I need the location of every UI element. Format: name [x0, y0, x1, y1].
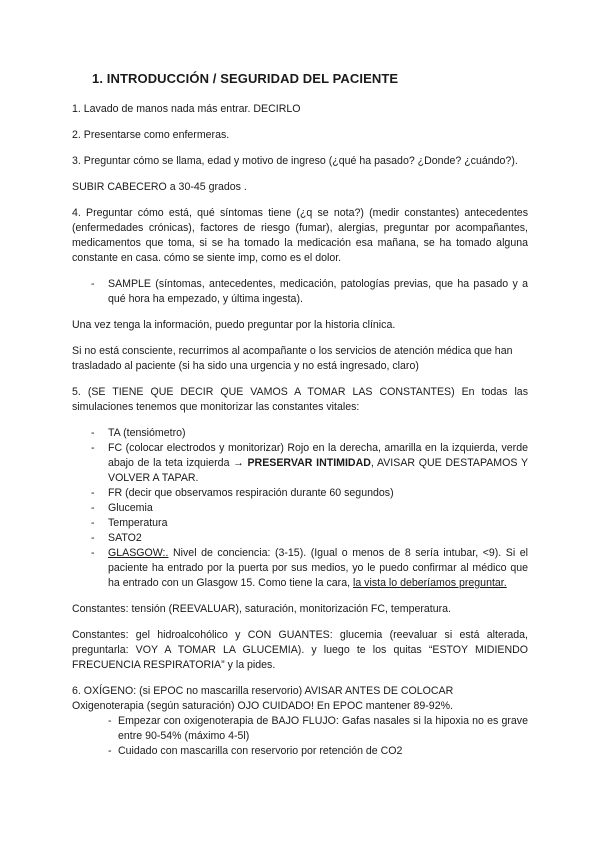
glasgow-underlined-text: la vista lo deberíamos preguntar. [352, 577, 507, 589]
list-item-ta: - TA (tensiómetro) [72, 426, 528, 441]
list-item-sato2: - SATO2 [72, 531, 528, 546]
fc-text: FC (colocar electrodos y monitorizar) Rojo en la derecha, amarilla en la izquierda, verde abajo de la teta izquierda → [108, 442, 528, 469]
oxigeno-list [72, 714, 528, 759]
subir-cabecero: SUBIR CABECERO a 30-45 grados . [72, 181, 247, 193]
step-3: 3. Preguntar cómo se llama, edad y motivo de ingreso (¿qué ha pasado? ¿Donde? ¿cuándo?). [72, 155, 518, 167]
glasgow-text: Nivel de conciencia: (3-15). (Igual o menos de 8 sería intubar, <9). Si el paciente ha entrado por la puerta por sus medios, yo le puedo confirmar al médico que ha entrado con un Glasgow 15. Como tiene la cara, [108, 547, 528, 589]
sample-list [72, 277, 528, 307]
oxigeno-line-2: Oxigenoterapia (según saturación) OJO CUIDADO! En EPOC mantener 89-92%. [72, 700, 453, 712]
list-item-temperatura: - Temperatura [72, 516, 528, 531]
step-1: 1. Lavado de manos nada más entrar. DECIRLO [72, 103, 301, 115]
step-4: 4. Preguntar cómo está, qué síntomas tiene (¿q se nota?) (medir constantes) antecedentes (enfermedades crónicas), factores de riesgo (fumar), alergias, preguntar por acompañantes, medicamentos que toma, si se ha tomado la medicación esa mañana, se ha tomado alguna constante en casa. cómo se siente imp, como es el dolor. [72, 207, 528, 264]
step-2: 2. Presentarse como enfermeras. [72, 129, 230, 141]
document-content [72, 70, 528, 770]
section-title: 1. INTRODUCCIÓN / SEGURIDAD DEL PACIENTE [92, 71, 399, 86]
list-item-fc [72, 441, 528, 486]
sample-item: - SAMPLE (síntomas, antecedentes, medicación, patologías previas, que ha pasado y a qué hora ha empezado, y última ingesta). [72, 277, 528, 307]
fc-text-end: , AVISAR QUE DESTAPAMOS Y VOLVER A TAPAR. [108, 457, 529, 484]
constantes-list [72, 426, 528, 591]
constantes-note-1: Constantes: tensión (REEVALUAR), saturación, monitorización FC, temperatura. [72, 603, 451, 615]
fc-bold-text: PRESERVAR INTIMIDAD [247, 457, 371, 469]
list-item-glucemia: - Glucemia [72, 501, 528, 516]
glasgow-label: GLASGOW:. [108, 547, 169, 559]
step-5: 5. (SE TIENE QUE DECIR QUE VAMOS A TOMAR LAS CONSTANTES) En todas las simulaciones tenemos que monitorizar las constantes vitales: [72, 386, 528, 413]
oxigeno-line-1: 6. OXÍGENO: (si EPOC no mascarilla reservorio) AVISAR ANTES DE COLOCAR [72, 685, 454, 697]
historia-clinica: Una vez tenga la información, puedo preguntar por la historia clínica. [72, 319, 396, 331]
step-6 [72, 684, 528, 714]
oxigeno-item-1: - Empezar con oxigenoterapia de BAJO FLUJO: Gafas nasales si la hipoxia no es grave entre 90-54% (máximo 4-5l) [72, 714, 528, 744]
list-item-glasgow [72, 546, 528, 591]
no-consciente: Si no está consciente, recurrimos al acompañante o los servicios de atención médica que han trasladado al paciente (si ha sido una urgencia y no está ingresado, claro) [72, 345, 513, 372]
oxigeno-item-2: - Cuidado con mascarilla con reservorio por retención de CO2 [72, 744, 528, 759]
constantes-note-2: Constantes: gel hidroalcohólico y CON GUANTES: glucemia (reevaluar si está alterada, preguntarla: VOY A TOMAR LA GLUCEMIA). y luego te los quitas “ESTOY MIDIENDO FRECUENCIA RESPIRATORIA” y la pides. [72, 629, 528, 671]
list-item-fr: - FR (decir que observamos respiración durante 60 segundos) [72, 486, 528, 501]
